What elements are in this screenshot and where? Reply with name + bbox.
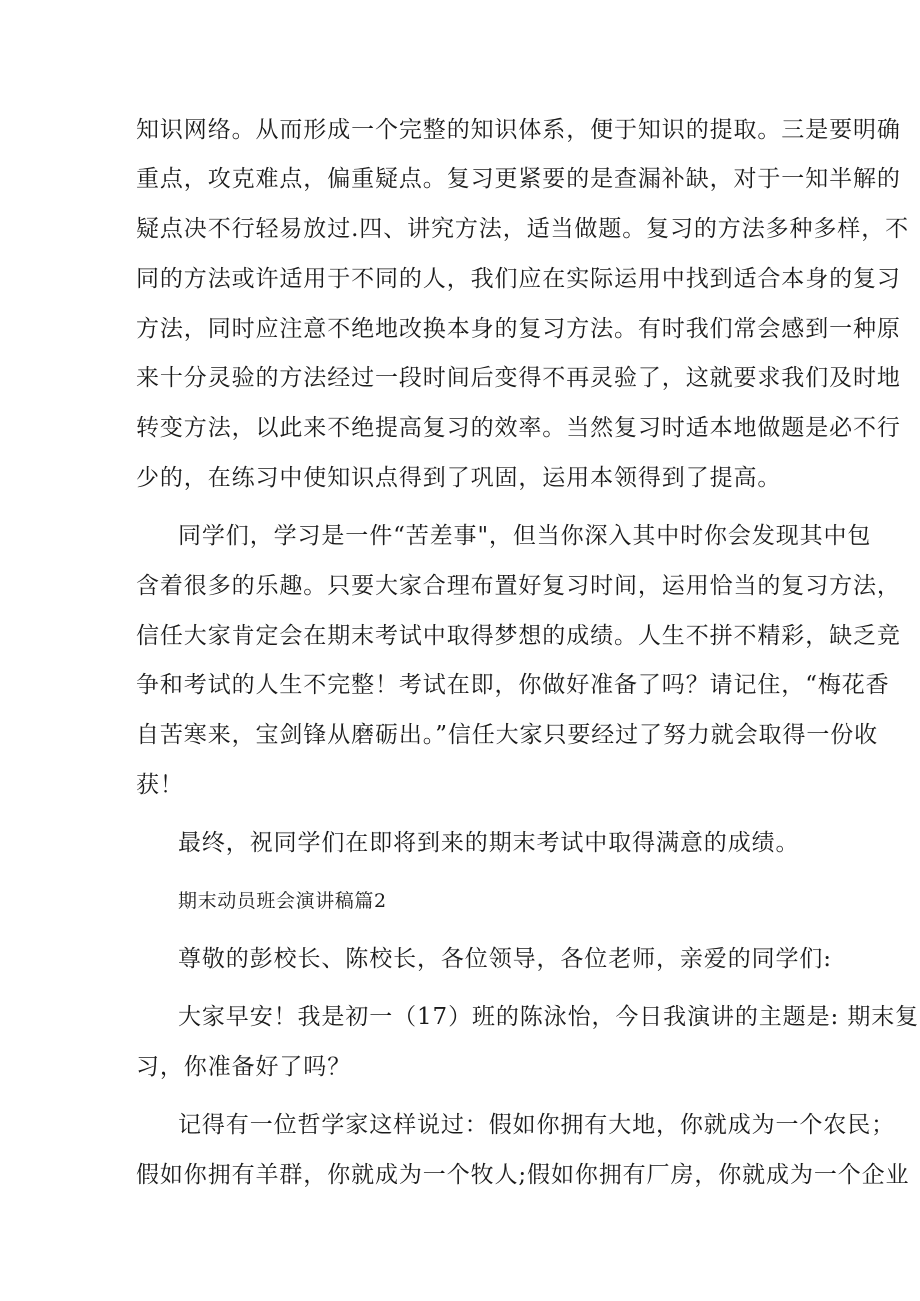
text-line: 少的，在练习中使知识点得到了巩固，运用本领得到了提高。 [136, 465, 782, 491]
text-line: 假如你拥有羊群，你就成为一个牧人;假如你拥有厂房，你就成为一个企业 [136, 1162, 910, 1188]
text-line: 习，你准备好了吗？ [136, 1054, 352, 1080]
text-line: 记得有一位哲学家这样说过：假如你拥有大地，你就成为一个农民； [178, 1112, 895, 1138]
text-line: 同的方法或许适用于不同的人，我们应在实际运用中找到适合本身的复习 [136, 266, 901, 292]
text-line: 重点，攻克难点，偏重疑点。复习更紧要的是查漏补缺，对于一知半解的 [136, 166, 901, 192]
text-line: 获！ [136, 772, 184, 798]
text-line: 大家早安！我是初一（17）班的陈泳怡，今日我演讲的主题是: 期末复 [178, 1004, 920, 1030]
text-line: 来十分灵验的方法经过一段时间后变得不再灵验了，这就要求我们及时地 [136, 365, 901, 391]
text-line: 自苦寒来，宝剑锋从磨砺出。”信任大家只要经过了努力就会取得一份收 [136, 722, 879, 748]
text-line: 转变方法，以此来不绝提高复习的效率。当然复习时适本地做题是必不行 [136, 415, 901, 441]
paragraph-closing: 最终，祝同学们在即将到来的期末考试中取得满意的成绩。 [178, 830, 800, 856]
section-heading: 期末动员班会演讲稿篇2 [178, 890, 387, 912]
text-line: 方法，同时应注意不绝地改换本身的复习方法。有时我们常会感到一种原 [136, 316, 901, 342]
text-line: 含着很多的乐趣。只要大家合理布置好复习时间，运用恰当的复习方法， [136, 573, 901, 599]
text-line: 疑点决不行轻易放过.四、讲究方法，适当做题。复习的方法多种多样，不 [136, 216, 910, 242]
text-line: 同学们，学习是一件“苦差事"，但当你深入其中时你会发现其中包 [178, 523, 872, 549]
salutation: 尊敬的彭校长、陈校长，各位领导，各位老师，亲爱的同学们: [178, 946, 832, 972]
text-line: 信任大家肯定会在期末考试中取得梦想的成绩。人生不拼不精彩，缺乏竞 [136, 623, 901, 649]
text-line: 争和考试的人生不完整！考试在即，你做好准备了吗？请记住，“梅花香 [136, 672, 890, 698]
text-line: 知识网络。从而形成一个完整的知识体系，便于知识的提取。三是要明确 [136, 117, 901, 143]
